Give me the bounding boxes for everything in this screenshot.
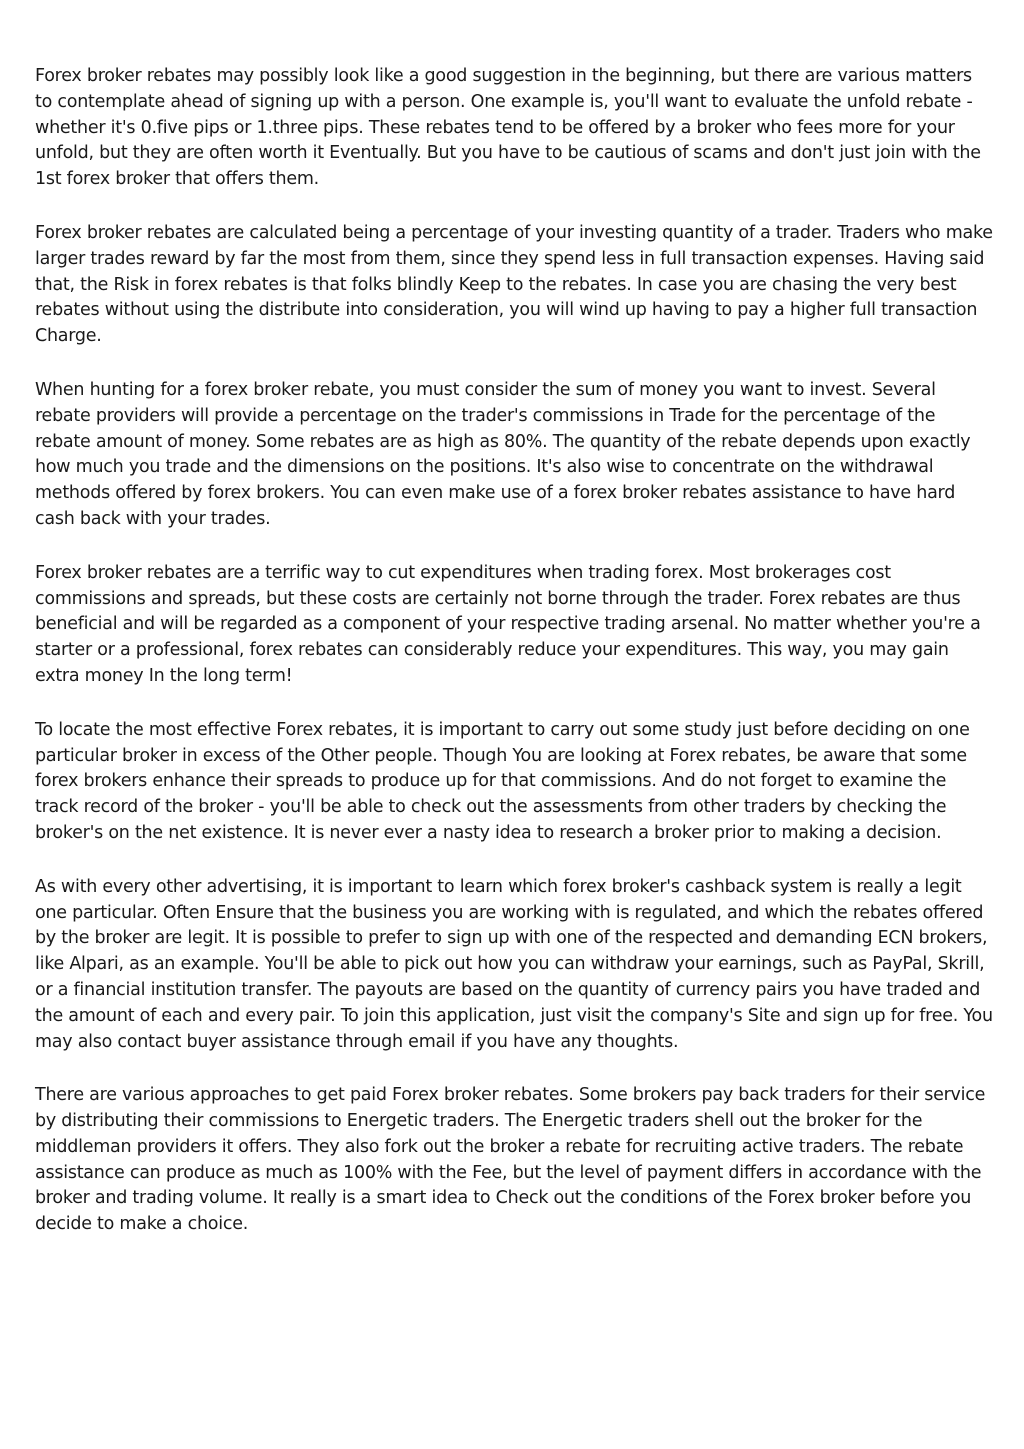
paragraph-3: When hunting for a forex broker rebate, you must consider the sum of money you want to invest. Several rebate providers will provide a percentage on the trader's commissions in Trade for the percentage of the rebate amount of money. Some rebates are as high as 80%. The quantity of the rebate depends upon exactly how much you trade and the dimensions on the positions. It's also wise to concentrate on the withdrawal methods offered by forex brokers. You can even make use of a forex broker rebates assistance to have hard cash back with your trades. <box>35 379 971 529</box>
paragraph-7: There are various approaches to get paid Forex broker rebates. Some brokers pay back traders for their service by distributing their commissions to Energetic traders. The Energetic traders shell out the broker for the middleman providers it offers. They also fork out the broker a rebate for recruiting active traders. The rebate assistance can produce as much as 100% with the Fee, but the level of payment differs in accordance with the broker and trading volume. It really is a smart idea to Check out the conditions of the Forex broker before you decide to make a choice. <box>35 1085 986 1235</box>
paragraph-2: Forex broker rebates are calculated being a percentage of your investing quantity of a trader. Traders who make larger trades reward by far the most from them, since they spend less in full transaction expenses. Having said that, the Risk in forex rebates is that folks blindly Keep to the rebates. In case you are chasing the very best rebates without using the distribute into consideration, you will wind up having to pay a higher full transaction Charge. <box>35 222 993 347</box>
paragraph-6: As with every other advertising, it is important to learn which forex broker's cashback system is really a legit one particular. Often Ensure that the business you are working with is regulated, and which the rebates offered by the broker are legit. It is possible to prefer to sign up with one of the respected and demanding ECN brokers, like Alpari, as an example. You'll be able to pick out how you can withdraw your earnings, such as PayPal, Skrill, or a financial institution transfer. The payouts are based on the quantity of currency pairs you have traded and the amount of each and every pair. To join this application, just visit the company's Site and sign up for free. You may also contact buyer assistance through email if you have any thoughts. <box>35 876 993 1052</box>
document-body <box>35 64 993 1266</box>
paragraph-1: Forex broker rebates may possibly look like a good suggestion in the beginning, but there are various matters to contemplate ahead of signing up with a person. One example is, you'll want to evaluate the unfold rebate - whether it's 0.five pips or 1.three pips. These rebates tend to be offered by a broker who fees more for your unfold, but they are often worth it Eventually. But you have to be cautious of scams and don't just join with the 1st forex broker that offers them. <box>35 66 981 190</box>
paragraph-4: Forex broker rebates are a terrific way to cut expenditures when trading forex. Most brokerages cost commissions and spreads, but these costs are certainly not borne through the trader. Forex rebates are thus beneficial and will be regarded as a component of your respective trading arsenal. No matter whether you're a starter or a professional, forex rebates can considerably reduce your expenditures. This way, you may gain extra money In the long term! <box>35 562 981 686</box>
paragraph-5: To locate the most effective Forex rebates, it is important to carry out some study just before deciding on one particular broker in excess of the Other people. Though You are looking at Forex rebates, be aware that some forex brokers enhance their spreads to produce up for that commissions. And do not forget to examine the track record of the broker - you'll be able to check out the assessments from other traders by checking the broker's on the net existence. It is never ever a nasty idea to research a broker prior to making a decision. <box>35 719 970 843</box>
